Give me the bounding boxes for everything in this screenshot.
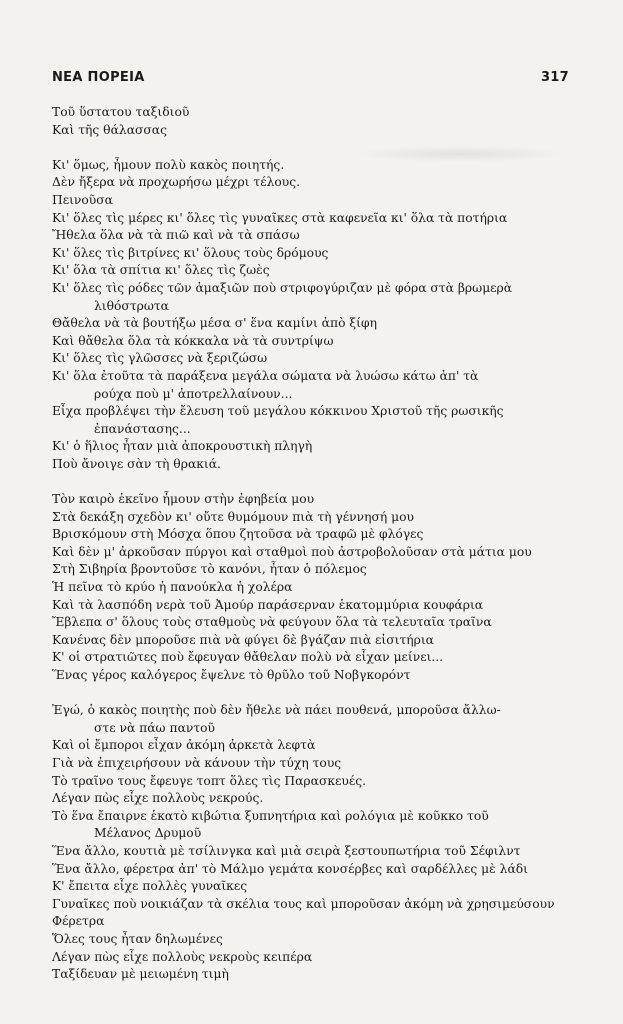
poem-line: Ἡ πεῖνα τὸ κρύο ἡ πανούκλα ἡ χολέρα (52, 580, 293, 595)
poem-line: Κι' ὁ ἥλιος ἦταν μιὰ ἀποκρουστικὴ πληγὴ (52, 439, 313, 454)
running-header (52, 70, 569, 85)
poem-line: Στὰ δεκάξη σχεδὸν κι' οὔτε θυμόμουν πιὰ τὴ γέννησή μου (52, 509, 414, 524)
poem-line: Ἕνα ἄλλο, φέρετρα ἀπ' τὸ Μάλμο γεμάτα κονσέρβες καὶ σαρδέλλες μὲ λάδι (52, 861, 528, 876)
poem-stanzas (52, 157, 573, 984)
stanza-gap (52, 685, 573, 703)
poem-line: Γιὰ νὰ ἐπιχειρήσουν νὰ κάνουν τὴν τύχη τους (52, 755, 342, 770)
poem-line: Κι' ὅλες τὶς ρόδες τῶν ἁμαξιῶν ποὺ στριφογύριζαν μὲ φόρα στὰ βρωμερὰ (52, 280, 513, 295)
stanza-gap (52, 473, 573, 491)
poem-line: Κι' ὅλες τὶς βιτρίνες κι' ὅλους τοὺς δρόμους (52, 245, 329, 260)
poem-line: ἐπανάστασης... (94, 421, 191, 436)
poem-line: Κι' ὅλες τὶς γλῶσσες νὰ ξεριζώσω (52, 351, 268, 366)
stanza (52, 157, 573, 474)
poem-line: Ἐγώ, ὁ κακὸς ποιητὴς ποὺ δὲν ἤθελε νὰ πάει πουθενά, μποροῦσα ἄλλω- (52, 703, 501, 718)
journal-title: ΝΕΑ ΠΟΡΕΙΑ (52, 70, 145, 85)
poem-line: Θἄθελα νὰ τὰ βουτήξω μέσα σ' ἕνα καμίνι ἀπὸ ξίφη (52, 316, 377, 331)
page-number: 317 (540, 70, 569, 85)
poem-line: Ὅλες τους ἦταν δηλωμένες (52, 931, 223, 946)
stanza-gap (52, 139, 573, 157)
poem-line: Ταξίδευαν μὲ μειωμένη τιμὴ (52, 967, 229, 982)
poem-line: Τὸν καιρὸ ἐκεῖνο ἦμουν στὴν ἐφηβεία μου (52, 492, 315, 507)
poem-line: Λέγαν πὼς εἶχε πολλοὺς νεκρούς. (52, 791, 264, 806)
poem-line: Γυναῖκες ποὺ νοικιάζαν τὰ σκέλια τους καὶ μποροῦσαν ἀκόμη νὰ χρησιμεύσουν (52, 896, 555, 911)
poem-title-line: Τοῦ ὕστατου ταξιδιοῦ (52, 105, 190, 119)
poem-line: Κ' οἱ στρατιῶτες ποὺ ἔφευγαν θἄθελαν πολὺ νὰ εἶχαν μείνει... (52, 650, 444, 665)
stanza (52, 491, 573, 685)
stanza (52, 702, 573, 984)
poem-line: Κανένας δὲν μποροῦσε πιὰ νὰ φύγει δὲ βγάζαν πιὰ εἰσιτήρια (52, 632, 434, 647)
poem-title (52, 104, 573, 139)
poem-line: Καὶ τὰ λασπόδη νερὰ τοῦ Ἀμούρ παράσερναν ἑκατομμύρια κουφάρια (52, 597, 484, 612)
poem-line: Καὶ δὲν μ' ἀρκοῦσαν πύργοι καὶ σταθμοὶ ποὺ ἀστροβολοῦσαν στὰ μάτια μου (52, 544, 532, 559)
poem-line: Τὸ τραῖνο τους ἔφευγε τοπτ ὅλες τὶς Παρασκευές. (52, 773, 367, 788)
poem-title-line: Καὶ τῆς θάλασσας (52, 122, 167, 137)
poem-line: Φέρετρα (52, 914, 105, 929)
poem-line: ρούχα ποὺ μ' ἀποτρελλαίνουν... (94, 386, 293, 401)
poem-line: Καὶ θἄθελα ὅλα τὰ κόκκαλα νὰ τὰ συντρίψω (52, 333, 334, 348)
poem-line: Λέγαν πὼς εἶχε πολλοὺς νεκροὺς κειπέρα (52, 949, 313, 964)
poem-line: Κ' ἔπειτα εἶχε πολλὲς γυναῖκες (52, 879, 248, 894)
poem-line: Ἕνα ἄλλο, κουτιὰ μὲ τσίλινγκα καὶ μιὰ σειρὰ ξεστουπωτήρια τοῦ Σέφιλντ (52, 843, 521, 858)
poem-line: Ποὺ ἄνοιγε σὰν τὴ θρακιά. (52, 456, 221, 471)
poem-line: Ἕνας γέρος καλόγερος ἔψελνε τὸ θρῦλο τοῦ Νοβγκορόντ (52, 668, 411, 682)
poem-line: Εἶχα προβλέψει τὴν ἔλευση τοῦ μεγάλου κόκκινου Χριστοῦ τῆς ρωσικῆς (52, 404, 504, 419)
poem-line: Ἤθελα ὅλα νὰ τὰ πιῶ καὶ νὰ τὰ σπάσω (52, 228, 300, 243)
poem-line: στε νὰ πάω παντοῦ (94, 720, 216, 735)
poem-line: Τὸ ἕνα ἔπαιρνε ἑκατὸ κιβώτια ξυπνητήρια καὶ ρολόγια μὲ κοῦκκο τοῦ (52, 808, 489, 823)
poem-line: Μέλανος Δρυμοῦ (94, 826, 202, 841)
poem-line: Δὲν ἤξερα νὰ προχωρήσω μέχρι τέλους. (52, 175, 301, 190)
poem-line: Ἔβλεπα σ' ὅλους τοὺς σταθμοὺς νὰ φεύγουν ὅλα τὰ τελευταῖα τραῖνα (52, 615, 492, 630)
poem-line: Κι' ὅλα τὰ σπίτια κι' ὅλες τὶς ζωὲς (52, 263, 270, 278)
poem-line: Πεινοῦσα (52, 192, 113, 207)
poem-line: Στὴ Σιβηρία βροντοῦσε τὸ κανόνι, ἦταν ὁ πόλεμος (52, 562, 367, 577)
poem-line: Κι' ὅλα ἐτοῦτα τὰ παράξενα μεγάλα σώματα νὰ λυώσω κάτω ἀπ' τὰ (52, 368, 479, 383)
poem-body (52, 104, 573, 984)
poem-line: λιθόστρωτα (94, 298, 169, 313)
poem-line: Καὶ οἱ ἔμποροι εἶχαν ἀκόμη ἀρκετὰ λεφτὰ (52, 738, 316, 753)
poem-line: Βρισκόμουν στὴ Μόσχα ὅπου ζητοῦσα νὰ τραφῶ μὲ φλόγες (52, 527, 424, 542)
poem-line: Κι' ὅμως, ἦμουν πολὺ κακὸς ποιητής. (52, 157, 285, 172)
poem-line: Κι' ὅλες τὶς μέρες κι' ὅλες τὶς γυναῖκες στὰ καφενεῖα κι' ὅλα τὰ ποτήρια (52, 210, 508, 225)
